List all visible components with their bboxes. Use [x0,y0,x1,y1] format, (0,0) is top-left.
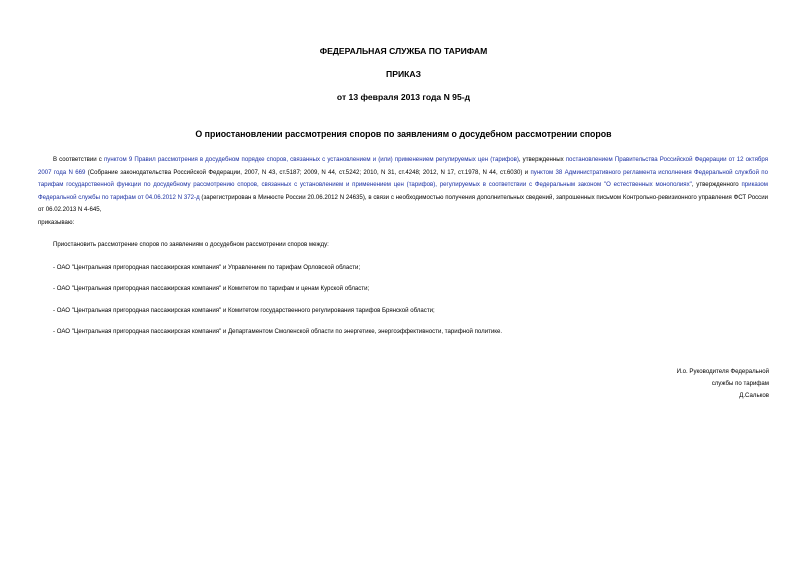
preamble-text-4: , утвержденного [691,181,742,188]
order-intro: Приостановить рассмотрение споров по заявлениям о досудебном рассмотрении споров между: [53,241,329,248]
agency-title: ФЕДЕРАЛЬНАЯ СЛУЖБА ПО ТАРИФАМ [319,46,488,56]
signature-agency: службы по тарифам [711,380,769,387]
signature-name: Д.Сальков [739,392,769,399]
list-item: - ОАО "Центральная пригородная пассажирская компания" и Департаментом Смоленской области по энергетике, энергоэффективности, тарифной политике. [53,328,503,335]
preamble-text-3: (Собрание законодательства Российской Федерации, 2007, N 43, ст.5187; 2009, N 44, ст.5242; 2010, N 31, ст.4248; 2012, N 17, ст.1978, N 44, ст.6030) и [85,168,531,176]
preamble-text-5: (зарегистрирован в Минюсте России 20.06.2012 N 24635), в связи с необходимостью получения дополнительных сведений, запрошенных письмом Контрольно-ревизионного управления ФСТ России от 06.02.2013 N 4-645, [38,193,768,213]
preamble-text-2: , утвержденных [518,156,566,163]
link-rules-point-9[interactable]: пунктом 9 Правил рассмотрения в досудебном порядке споров, связанных с установлением и (или) применением регулируемых цен (тарифов) [103,156,519,163]
list-item: - ОАО "Центральная пригородная пассажирская компания" и Управлением по тарифам Орловской области; [53,264,361,271]
link-admin-regulation-point-38[interactable]: пунктом 38 Административного регламента исполнения Федеральной службой по тарифам государственной функции по досудебному рассмотрению споров, связанных с установлением и применением цен (тарифов), регулируемых в соответствии с Федеральным законом "О естественных монополиях" [38,168,768,188]
list-item: - ОАО "Центральная пригородная пассажирская компания" и Комитетом по тарифам и ценам Курской области; [53,285,370,292]
preamble-paragraph [38,154,768,217]
order-word: приказываю: [38,219,75,226]
link-government-decree-669[interactable]: постановлением Правительства Российской Федерации от 12 октября 2007 года N 669 [38,156,768,176]
link-order-372-d[interactable]: приказом Федеральной службы по тарифам от 04.06.2012 N 372-д [38,181,769,201]
doc-date-number: от 13 февраля 2013 года N 95-д [336,92,471,102]
preamble-text-1: В соответствии с [53,156,104,163]
doc-type: ПРИКАЗ [386,69,421,79]
doc-subject: О приостановлении рассмотрения споров по заявлениям о досудебном рассмотрении споров [195,129,612,139]
list-item: - ОАО "Центральная пригородная пассажирская компания" и Комитетом государственного регулирования тарифов Брянской области; [53,307,435,314]
signature-position: И.о. Руководителя Федеральной [676,368,769,375]
